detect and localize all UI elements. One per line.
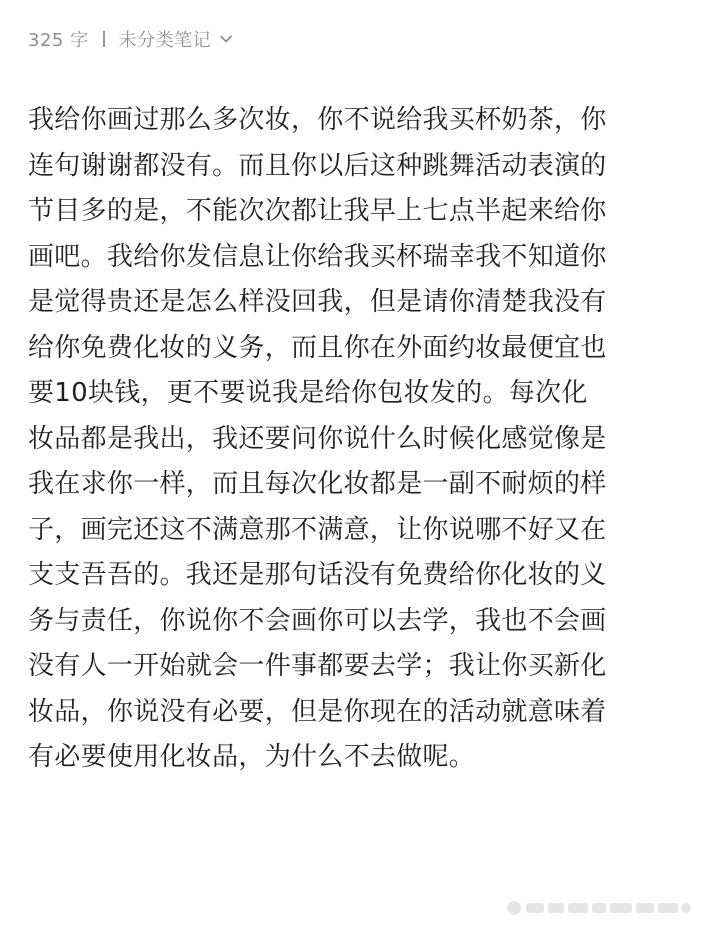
note-line: 连句谢谢都没有。而且你以后这种跳舞活动表演的 bbox=[28, 150, 607, 181]
note-line: 是觉得贵还是怎么样没回我，但是请你清楚我没有 bbox=[28, 287, 607, 317]
note-body[interactable] bbox=[28, 98, 674, 781]
category-selector[interactable] bbox=[119, 26, 234, 52]
note-line: 妆品，你说没有必要，但是你现在的活动就意味着 bbox=[28, 696, 607, 727]
note-line: 支支吾吾的。我还是那句话没有免费给你化妆的义 bbox=[28, 560, 607, 590]
note-meta-bar bbox=[28, 24, 233, 54]
word-count: 325 字 bbox=[28, 30, 89, 51]
note-line: 妆品都是我出，我还要问你说什么时候化感觉像是 bbox=[28, 423, 607, 454]
chevron-down-icon bbox=[219, 32, 233, 46]
note-line: 务与责任，你说你不会画你可以去学，我也不会画 bbox=[28, 605, 607, 636]
note-line: 节目多的是，不能次次都让我早上七点半起来给你 bbox=[28, 196, 607, 226]
category-label: 未分类笔记 bbox=[118, 30, 212, 51]
note-line: 有必要使用化妆品，为什么不去做呢。 bbox=[28, 742, 476, 772]
meta-divider bbox=[103, 31, 105, 47]
note-line: 我给你画过那么多次妆，你不说给我买杯奶茶，你 bbox=[28, 105, 607, 135]
note-line: 没有人一开始就会一件事都要去学；我让你买新化 bbox=[28, 651, 607, 681]
note-line: 我在求你一样，而且每次化妆都是一副不耐烦的样 bbox=[28, 469, 607, 499]
watermark bbox=[504, 897, 694, 919]
note-line: 子，画完还这不满意那不满意，让你说哪不好又在 bbox=[28, 514, 607, 545]
note-line: 要10块钱，更不要说我是给你包妆发的。每次化 bbox=[28, 378, 588, 408]
note-line: 画吧。我给你发信息让你给我买杯瑞幸我不知道你 bbox=[28, 241, 607, 272]
note-line: 给你免费化妆的义务，而且你在外面约妆最便宜也 bbox=[28, 332, 607, 363]
